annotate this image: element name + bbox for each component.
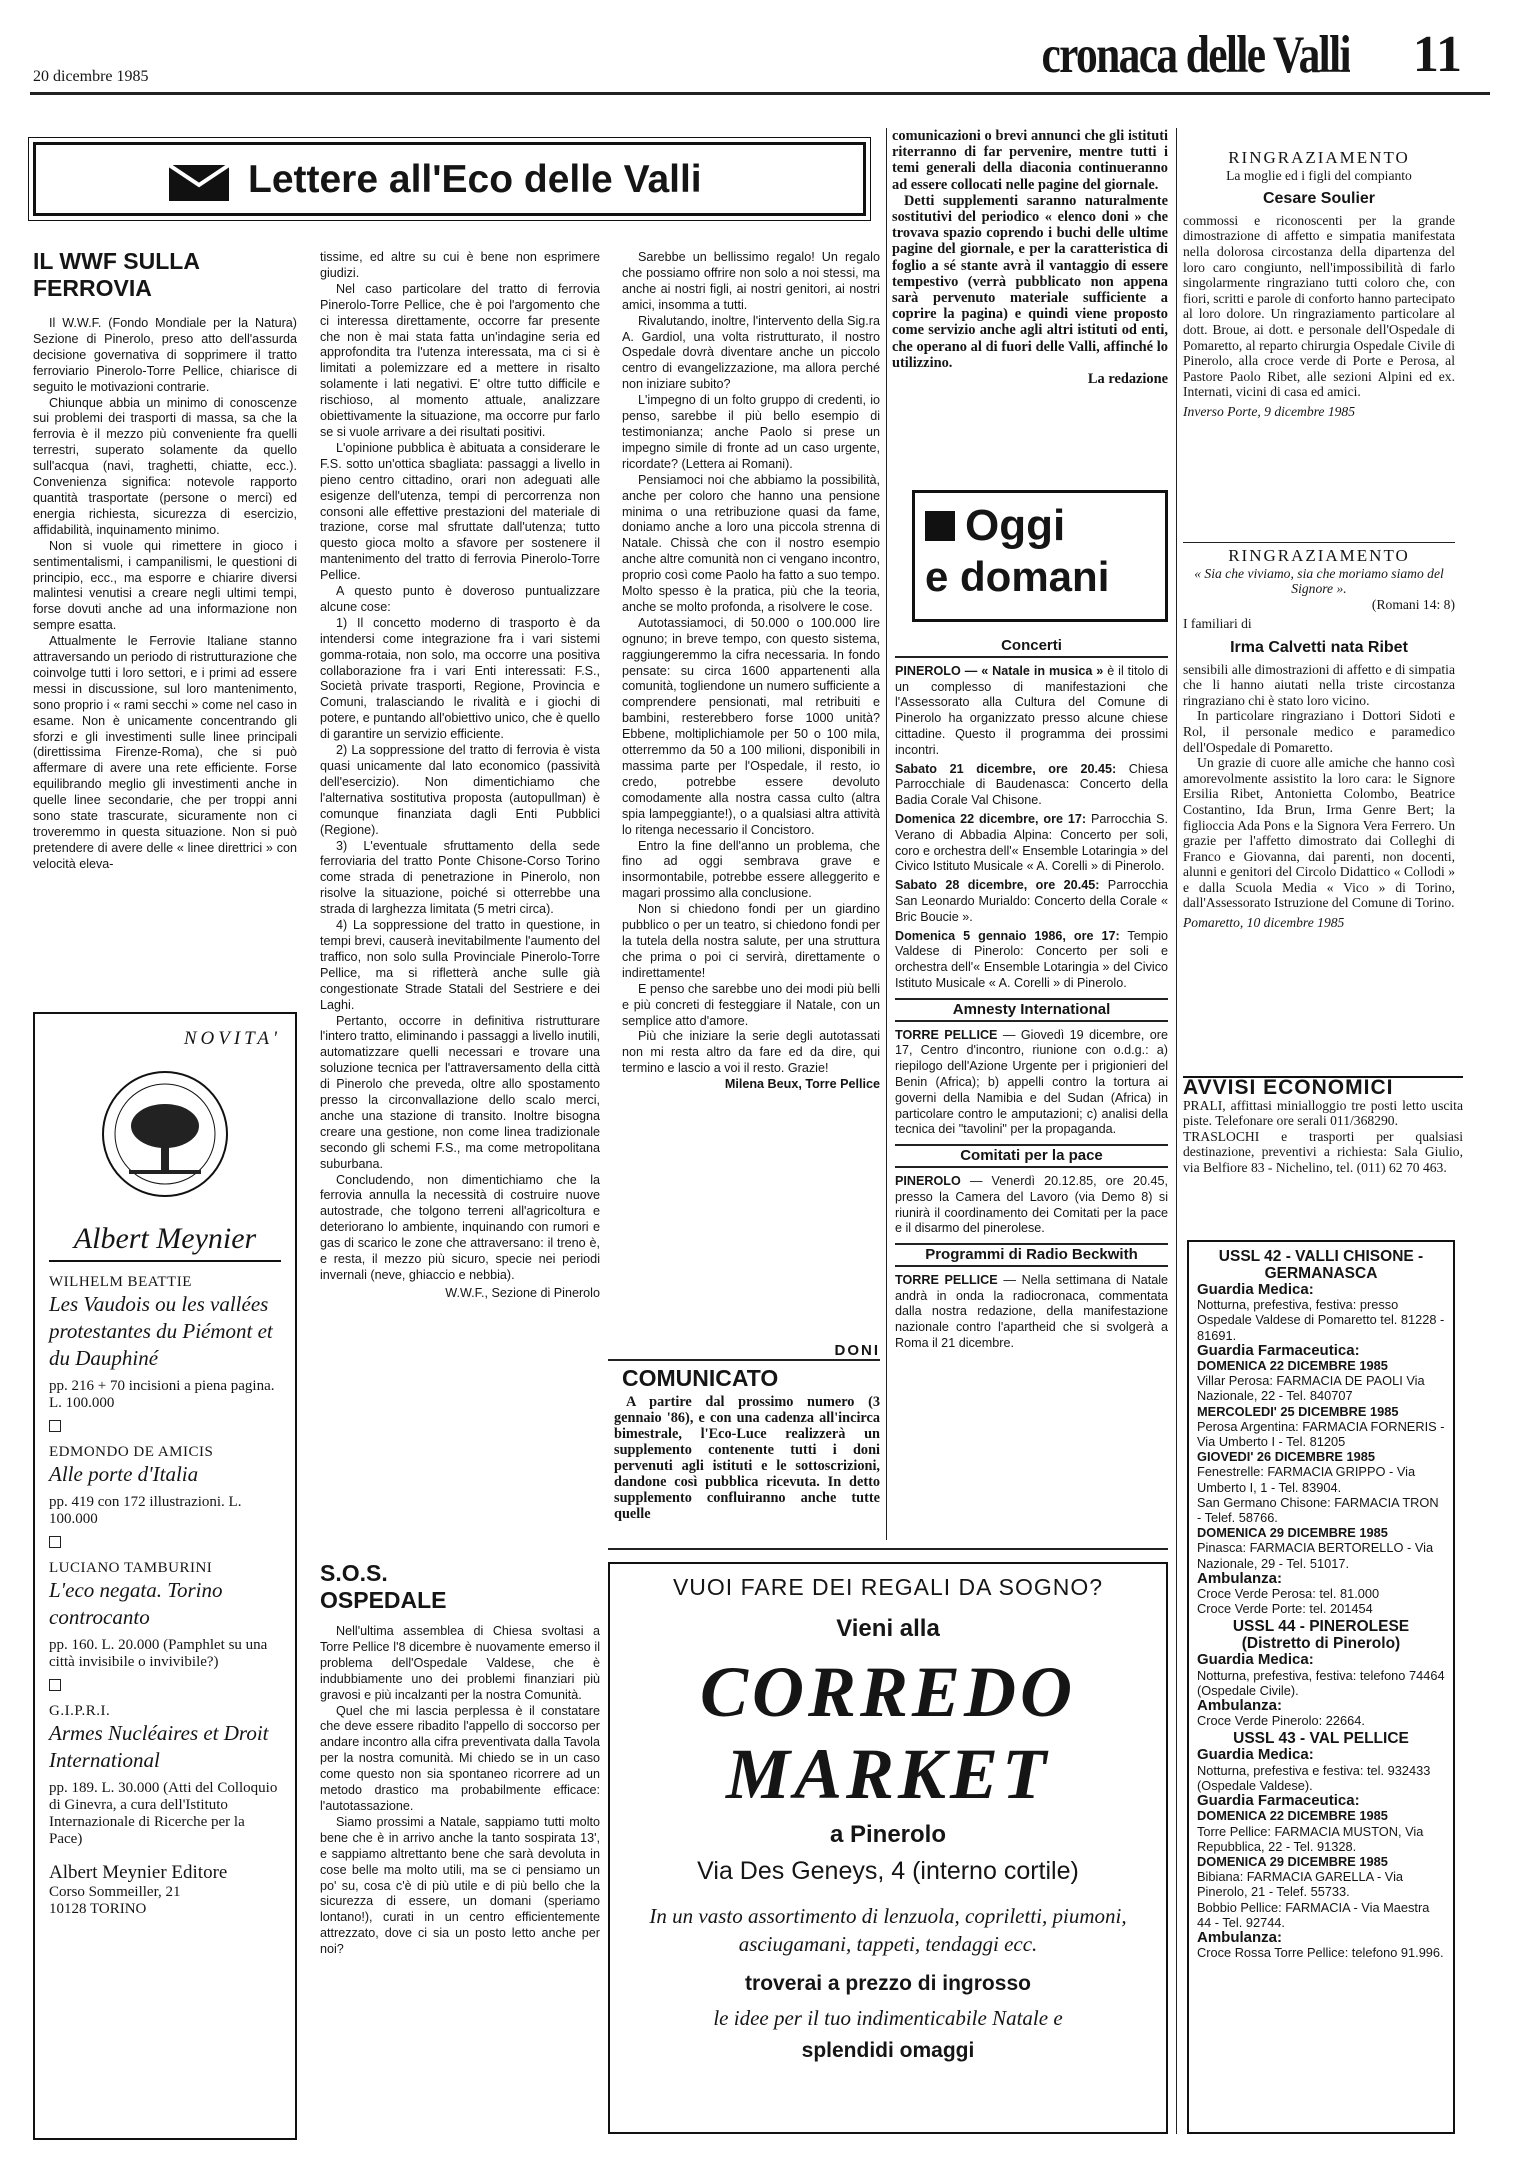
comunicato-title: COMUNICATO bbox=[622, 1365, 779, 1391]
wwf-p14: Concludendo, non dimentichiamo che la ferrovia annulla la necessità di costruire nuove autostrade, che tolgono terreni all'agricoltura e deteriorano lo ambiente, inquinando con rumori e gas di scarico le zone che attraversano: il treno è, e resta, il mezzo più sicuro, specie nei periodi invernali (neve, ghiaccio e nebbia). bbox=[320, 1172, 600, 1282]
pharmacy-date: MERCOLEDI' 25 DICEMBRE 1985 bbox=[1197, 1403, 1399, 1419]
section-concerti: Concerti bbox=[895, 636, 1168, 658]
avvisi-title: AVVISI ECONOMICI bbox=[1183, 1076, 1463, 1096]
ring1-intro: La moglie ed i figli del compianto bbox=[1226, 167, 1412, 183]
book-details: pp. 189. L. 30.000 (Atti del Colloquio di Ginevra, a cura dell'Istituto Internazionale di Ricerche per la Pace) bbox=[49, 1780, 278, 1847]
book-author: LUCIANO TAMBURINI bbox=[49, 1560, 213, 1576]
book-3 bbox=[49, 1560, 281, 1691]
ad-brand-2: MARKET bbox=[725, 1734, 1051, 1814]
order-checkbox bbox=[49, 1536, 61, 1548]
sos-p10: Non si chiedono fondi per un giardino pubblico o per un teatro, si chiedono fondi per la tutela della nostra salute, per una struttura che prima o poi ci servirà, direttamente o indirettamente! bbox=[622, 902, 880, 980]
ring1-text: commossi e riconoscenti per la grande dimostrazione di affetto e simpatia manifestata nella dolorosa circostanza della dipartenza del loro caro congiunto, nell'impossibilità di farlo singolarmente ringraziano tutti coloro che, con fiori, scritti e parole di conforto hanno partecipato al loro dolore. Un ringraziamento particolare al dott. Broue, ai dott. e personale dell'Ospedale di Pomaretto, al reparto chirurgia Ospedale Civile di Pinerolo, alla croce verde di Porte e Perosa, al Pastore Paolo Ribet, alle sezioni Alpini ed ex. Internati, vicini di casa ed amici. bbox=[1183, 212, 1455, 400]
guardia-farmaceutica-label: Guardia Farmaceutica: bbox=[1197, 1792, 1360, 1810]
guardia-farmaceutica-label: Guardia Farmaceutica: bbox=[1197, 1341, 1360, 1359]
sos-article-col1 bbox=[320, 1560, 600, 2140]
wwf-p2: Chiunque abbia un minimo di conoscenze sui problemi dei trasporti di massa, sa che la ferrovia è il mezzo più conveniente fra quelli terrestri, superato solamente da quello sull'acqua (navi, traghetti, chiatte, ecc.). Convenienza significa: notevole rapporto quantità trasportate (persone o merci) ed energia richiesta, sicurezza di esercizio, affidabilità, inquinamento minimo. bbox=[33, 395, 297, 537]
pharmacy-date: DOMENICA 22 DICEMBRE 1985 bbox=[1197, 1358, 1388, 1374]
book-author: WILHELM BEATTIE bbox=[49, 1274, 192, 1290]
ad-headline: VUOI FARE DEI REGALI DA SOGNO? bbox=[672, 1574, 1104, 1600]
avviso-prali: PRALI, affittasi minialloggio tre posti letto uscita piste. Telefonare ore serali 011/368290. bbox=[1183, 1097, 1463, 1129]
square-bullet-icon bbox=[925, 511, 955, 541]
publisher-signature-logo: Albert Meynier bbox=[49, 1222, 281, 1262]
ambulanza-info: Croce Rossa Torre Pellice: telefono 91.996. bbox=[1197, 1945, 1444, 1961]
wwf-p13: Pertanto, occorre in definitiva ristrutturare l'intero tratto, eliminando i passaggi a livello inutili, automatizzare quelli necessari e trovare una soluzione tecnica per l'attraversamento della città di Pinerolo che preveda, oltre allo spostamento presso la circonvallazione dello scalo merci, anche una stazione di transito. Inoltre bisogna creare una gestione, non come linea tradizionale secondo gli schemi F.S., ma come metropolitana suburbana. bbox=[320, 1013, 600, 1171]
ussl-services-box bbox=[1187, 1240, 1455, 2134]
column-rule bbox=[886, 128, 887, 1540]
book-title: Armes Nucléaires et Droit International bbox=[49, 1721, 269, 1772]
order-checkbox bbox=[49, 1679, 61, 1691]
sos-p12: Più che iniziare la serie degli autotassati non mi resta altro da fare ed da dire, qui termino e lascio a voi il resto. Grazie! bbox=[622, 1029, 880, 1076]
event-item: PINEROLO — Venerdì 20.12.85, ore 20.45, presso la Camera del Lavoro (via Demo 8) si riunirà il coordinamento dei Comitati per la pace e il disarmo del pinerolese. bbox=[895, 1173, 1168, 1236]
wwf-article-col2 bbox=[320, 250, 600, 1540]
book-list bbox=[49, 1274, 281, 1918]
avviso-traslochi: TRASLOCHI e trasporti per qualsiasi destinazione, preventivi a richiesta: Sala Giulio, via Belfiore 83 - Nichelino, tel. (011) 62 70 463. bbox=[1183, 1128, 1463, 1175]
sos-p9: Entro la fine dell'anno un problema, che fino ad oggi sembrava grave e insormontabile, potrebbe essere alleggerito e magari prossimo alla conclusione. bbox=[622, 838, 880, 901]
ring-divider bbox=[1183, 542, 1455, 543]
ring1-name: Cesare Soulier bbox=[1262, 190, 1376, 208]
envelope-icon bbox=[169, 165, 229, 201]
ad-brand-1: CORREDO bbox=[699, 1652, 1077, 1732]
ringraziamento-soulier bbox=[1183, 150, 1455, 540]
book-details: pp. 160. L. 20.000 (Pamphlet su una città invisibile o invivibile?) bbox=[49, 1637, 268, 1670]
pharmacy-info: Pinasca: FARMACIA BERTORELLO - Via Nazionale, 29 - Tel. 51017. bbox=[1197, 1540, 1434, 1571]
ring2-intro: I familiari di bbox=[1183, 616, 1252, 632]
comunicato-divider bbox=[608, 1548, 1168, 1550]
ad-price: troverai a prezzo di ingrosso bbox=[745, 1972, 1031, 1995]
wwf-title: IL WWF SULLA FERROVIA bbox=[33, 248, 200, 301]
pharmacy-info: Bobbio Pellice: FARMACIA - Via Maestra 44 - Tel. 92744. bbox=[1197, 1899, 1430, 1930]
pharmacy-info: Bibiana: FARMACIA GARELLA - Via Pinerolo, 21 - Telef. 55733. bbox=[1197, 1869, 1404, 1900]
ring2-text3: Un grazie di cuore alle amiche che hanno così amorevolmente assistito la loro cara: le Signore Ersilia Ribet, Antonietta Colombo, Beatrice Costantino, Ida Brun, Irma Genre Bert; la figlioccia Ada Pons e la Signora Vera Ferrero. Un grazie per l'affetto dimostrato dai Colleghi di Franco e Giovanna, dai parenti, non docenti, alunni e genitori del Circolo Didattico « Collodi » e dalla Scuola Media « Vico » di Torino, dall'Assessorato Istruzione del Comune di Torino. bbox=[1183, 755, 1455, 911]
ad-ideas: le idee per il tuo indimenticabile Natale e bbox=[713, 2006, 1063, 2030]
wwf-signature: W.W.F., Sezione di Pinerolo bbox=[445, 1285, 600, 1300]
sos-article-col2 bbox=[622, 250, 880, 1330]
pharmacy-date: DOMENICA 29 DICEMBRE 1985 bbox=[1197, 1525, 1388, 1541]
wwf-article-col1 bbox=[33, 248, 297, 1006]
sos-p8: Autotassiamoci, di 50.000 o 100.000 lire ognuno; in breve tempo, con questo sistema, raggiungeremmo la cifra necessaria. In fondo pensate: su circa 1600 appartenenti alla comunità, togliendone un numero sufficiente a comprendere pensionati, mal retribuiti e bambini, resterebbero forse 1000 unità? Ebbene, moltiplichiamole per 50 o 100 mila, otterremmo da 50 a 100 milioni, disponibili in massima parte per l'Ospedale, il resto, io credo, potrebbe essere devoluto comodamente alla nostra cassa culto (altra spia lampeggiante!), o a qualsiasi altra attività lo ritenga necessario il Concistoro. bbox=[622, 615, 880, 837]
ring2-text: sensibili alle dimostrazioni di affetto e di simpatia che li hanno aiutati nella triste circostanza ringraziano chi è stato loro vicino. bbox=[1183, 661, 1455, 708]
wwf-p10: 2) La soppressione del tratto di ferrovia è vista quasi unicamente dal lato economico (passività dell'esercizio). Non dimentichiamo che l'alternativa sostitutiva proposta (autopullman) è comunque finanziata dagli Enti Pubblici (Regione). bbox=[320, 743, 600, 837]
comunicato-p2: comunicazioni o brevi annunci che gli istituti riterranno di far pervenire, mentre tutti i temi generali della diaconia continueranno ad essere collocati nelle pagine del giornale. bbox=[892, 128, 1168, 193]
column-rule bbox=[1176, 128, 1177, 2134]
publisher-name: Albert Meynier Editore bbox=[49, 1862, 228, 1883]
event-item: TORRE PELLICE — Giovedì 19 dicembre, ore 17, Centro d'incontro, riunione con o.d.g.: a) riepilogo dell'Azione Urgente per i prigionieri del Benin (Africa); b) appelli contro la tortura ai governi della Namibia e del Sudan (Africa) in particolare contro le amputazioni; c) analisi della tecnica dei "tavolini" per la propaganda. bbox=[895, 1027, 1168, 1137]
issue-date: 20 dicembre 1985 bbox=[33, 68, 149, 85]
novita-ad bbox=[33, 1012, 297, 2140]
sos-p4: Sarebbe un bellissimo regalo! Un regalo che possiamo offrire non solo a noi stessi, ma anche ai nostri figli, ai nostri genitori, ai nostri amici, insomma a tutti. bbox=[622, 250, 880, 312]
book-author: G.I.P.R.I. bbox=[49, 1703, 111, 1719]
ring2-ref: (Romani 14: 8) bbox=[1371, 596, 1455, 612]
pharmacy-info: Fenestrelle: FARMACIA GRIPPO - Via Umberto I, 1 - Tel. 83904. bbox=[1197, 1464, 1416, 1495]
wwf-p4: Attualmente le Ferrovie Italiane stanno attraversando un periodo di ristrutturazione che coinvolge tutti i loro settori, e i primi ad essere messi in discussione, sul loro mantenimento, sono proprio i « rami secchi » come nel caso in esame. Non è unicamente concentrando gli sforzi e gli investimenti sulle linee principali (direttissima Firenze-Roma), che si può affermare di avere una rete efficiente. Forse equilibrando meglio gli investimenti anche in quelle linee secondarie, che per troppi anni sono state trascurate, sicuramente non ci troveremmo in questa situazione. Non si può pretendere di avere delle « linee direttrici » con velocità eleva- bbox=[33, 634, 297, 871]
event-item: TORRE PELLICE — Nella settimana di Natale andrà in onda la radiocronaca, commentata dalla nostra redazione, della manifestazione nazionale contro l'apartheid che si svolgerà a Roma il 21 dicembre. bbox=[895, 1272, 1168, 1351]
event-item: Sabato 28 dicembre, ore 20.45: Parrocchia San Leonardo Murialdo: Concerto della Corale « Bric Boucie ». bbox=[895, 878, 1168, 924]
ring1-place: Inverso Porte, 9 dicembre 1985 bbox=[1183, 403, 1356, 419]
banner-title: Lettere all'Eco delle Valli bbox=[248, 158, 702, 201]
sos-signature: Milena Beux, Torre Pellice bbox=[724, 1077, 880, 1092]
guardia-medica-info: Notturna, prefestiva e festiva: tel. 932433 (Ospedale Valdese). bbox=[1197, 1762, 1431, 1793]
wwf-p11: 3) L'eventuale sfruttamento della sede ferroviaria del tratto Ponte Chisone-Corso Torino come strada di penetrazione in Pinerolo, non risolve la situazione, poiché si otterrebbe una strada di larghezza limitata (5 metri circa). bbox=[320, 838, 600, 917]
comunicato-p1: A partire dal prossimo numero (3 gennaio '86), e con una cadenza all'incirca bimestrale, l'Eco-Luce realizzerà un supplemento contenente tutti i doni pervenuti agli istituti e le sottoscrizioni, dandone così pubblica ricevuta. In detto supplemento confluiranno anche tutte quelle bbox=[614, 1394, 880, 1522]
ambulanza-label: Ambulanza: bbox=[1197, 1697, 1283, 1715]
sos-p1: Nell'ultima assemblea di Chiesa svoltasi a Torre Pellice l'8 dicembre è nuovamente emerso il problema dell'Ospedale Valdese, che è indubbiamente uno dei problemi finanziari più gravosi e più incalzanti per la nostra Comunità. bbox=[320, 1624, 600, 1702]
sos-p7: Pensiamoci noi che abbiamo la possibilità, anche per coloro che hanno una pensione minima o una retribuzione quasi da fame, doniamo anche a loro una piccola strenna di Natale. Chissà che con il nostro esempio anche altre comunità non ci vengano incontro, proprio così come Paolo ha fatto a suo tempo. Molto spesso è la pratica, più che la teoria, anche se molto profonda, a risolvere le cose. bbox=[622, 472, 880, 614]
oggi-domani-box bbox=[912, 490, 1168, 622]
pharmacy-info: Torre Pellice: FARMACIA MUSTON, Via Repubblica, 22 - Tel. 91328. bbox=[1197, 1823, 1424, 1854]
comunicato-article bbox=[608, 1342, 880, 1542]
ring2-quote: « Sia che viviamo, sia che moriamo siamo del Signore ». bbox=[1194, 565, 1444, 597]
section-amnesty: Amnesty International bbox=[895, 998, 1168, 1022]
header-rule bbox=[30, 92, 1490, 95]
ussl44-header: USSL 44 - PINEROLESE (Distretto di Pinerolo) bbox=[1232, 1618, 1410, 1653]
comunicato-p3: Detti supplementi saranno naturalmente sostitutivi del periodico « elenco doni » che trovava spazio coprendo i buchi delle ultime pagine del giornale, e per la caratteristica di foglio a sé stante avrà il vantaggio di essere tempestivo (verrà pubblicato non appena sarà pervenuto materiale sufficiente a coprire la pagina) e quindi viene proposto come servizio anche agli altri istituti od enti, che operano al di fuori delle Valli, affinché lo utilizzino. bbox=[892, 192, 1168, 371]
ad-gifts: splendidi omaggi bbox=[801, 2039, 975, 2062]
book-title: L'eco negata. Torino controcanto bbox=[49, 1578, 223, 1629]
publisher-city: 10128 TORINO bbox=[49, 1901, 147, 1917]
ring2-title: RINGRAZIAMENTO bbox=[1228, 548, 1410, 565]
wwf-p7: L'opinione pubblica è abituata a considerare le F.S. sotto un'ottica sbagliata: passaggi a livello in pieno centro cittadino, orari non adeguati alle esigenze dell'utenza, tempi di percorrenza non consoni alle effettive prestazioni del materiale di trazione, corse mal sfruttate dall'utenza; tutto questo gioca molto a sfavore per sostenere il mantenimento del tratto di ferrovia Pinerolo-Torre Pellice. bbox=[320, 440, 600, 583]
sos-p5: Rivalutando, inoltre, l'intervento della Sig.ra A. Gardiol, una volta ristrutturato, il nostro Ospedale dovrà diventare anche un piccolo centro di evangelizzazione, ma allora perché non iniziare subito? bbox=[622, 313, 880, 392]
wwf-p5: tissime, ed altre su cui è bene non esprimere giudizi. bbox=[320, 250, 600, 280]
sos-p11: E penso che sarebbe uno dei modi più belli e più concreti di festeggiare il Natale, con un semplice atto d'amore. bbox=[622, 981, 880, 1028]
ring2-name: Irma Calvetti nata Ribet bbox=[1230, 638, 1408, 656]
section-comitati: Comitati per la pace bbox=[895, 1144, 1168, 1168]
event-item: Sabato 21 dicembre, ore 20.45: Chiesa Parrocchiale di Baudenasca: Concerto della Badia Corale Val Chisone. bbox=[895, 761, 1168, 808]
ambulanza-label: Ambulanza: bbox=[1197, 1569, 1283, 1587]
book-title: Alle porte d'Italia bbox=[49, 1462, 199, 1486]
ring2-place: Pomaretto, 10 dicembre 1985 bbox=[1183, 915, 1345, 931]
ambulanza-info: Croce Verde Pinerolo: 22664. bbox=[1197, 1713, 1365, 1729]
novita-label: NOVITA' bbox=[183, 1028, 281, 1049]
ad-invite: Vieni alla bbox=[836, 1615, 940, 1642]
wwf-p1: Il W.W.F. (Fondo Mondiale per la Natura) Sezione di Pinerolo, preso atto dell'assurda decisione governativa di sopprimere il tratto ferroviario Pinerolo-Torre Pellice, chiarisce di seguito le motivazioni contrarie. bbox=[33, 316, 297, 394]
events-list bbox=[895, 636, 1168, 1546]
ambulanza-info: Croce Verde Porte: tel. 201454 bbox=[1197, 1601, 1373, 1617]
page-number: 11 bbox=[1412, 26, 1462, 83]
wwf-p9: 1) Il concetto moderno di trasporto è da intendersi come integrazione fra i vari sistemi gomma-rotaia, non solo, ma occorre una positiva collaborazione fra i vari Enti interessati: F.S., Società private trasporti, Regione, Provincia e Comuni, tralasciando le rivalità e i giochi di potere, e puntando all'obiettivo unico, che è quello di garantire un servizio efficiente. bbox=[320, 615, 600, 742]
comunicato-signature: La redazione bbox=[1087, 371, 1168, 388]
pharmacy-info: San Germano Chisone: FARMACIA TRON - Telef. 58766. bbox=[1197, 1494, 1439, 1526]
avvisi-economici bbox=[1183, 1076, 1463, 1226]
section-radio-beckwith: Programmi di Radio Beckwith bbox=[895, 1243, 1168, 1267]
corredo-market-ad bbox=[608, 1562, 1168, 2134]
sos-p6: L'impegno di un folto gruppo di credenti, io penso, sarebbe il più bello esempio di testimonianza; anche Paolo si prese un impegno simile di fronte ad un caso urgente, ricordate? (Lettera ai Romani). bbox=[622, 393, 880, 471]
book-4 bbox=[49, 1703, 281, 1848]
pharmacy-date: DOMENICA 22 DICEMBRE 1985 bbox=[1197, 1808, 1388, 1824]
guardia-medica-label: Guardia Medica: bbox=[1197, 1281, 1314, 1298]
letters-banner bbox=[33, 142, 866, 216]
ring2-text2: In particolare ringraziano i Dottori Sidoti e Rol, il personale medico e paramedico dell'Ospedale di Pomaretto. bbox=[1183, 708, 1455, 755]
wwf-p6: Nel caso particolare del tratto di ferrovia Pinerolo-Torre Pellice, che è poi l'argomento che ci interessa direttamente, occorre far presente che non è mai stata fatta un'indagine seria ed approfondita tra l'utenza interessata, ma ci si è limitati a polemizzare ed a mettere in risalto solamente i lati negativi. E' oltre tutto difficile e rischioso, al momento attuale, analizzare obiettivamente la situazione, ma occorre pur farlo se si vuole arrivare a dei risultati positivi. bbox=[320, 281, 600, 439]
sos-title: S.O.S. OSPEDALE bbox=[320, 1560, 447, 1613]
book-title: Les Vaudois ou les vallées protestantes du Piémont et du Dauphiné bbox=[49, 1292, 273, 1370]
wwf-p8: A questo punto è doveroso puntualizzare alcune cose: bbox=[320, 584, 600, 614]
ad-city: a Pinerolo bbox=[829, 1821, 947, 1848]
publisher-address: Corso Sommeiller, 21 bbox=[49, 1884, 181, 1900]
book-details: pp. 419 con 172 illustrazioni. L. 100.000 bbox=[49, 1494, 242, 1527]
domani-title: e domani bbox=[925, 553, 1110, 600]
order-checkbox bbox=[49, 1420, 61, 1432]
book-1 bbox=[49, 1274, 281, 1432]
guardia-medica-label: Guardia Medica: bbox=[1197, 1651, 1314, 1669]
ussl42-header: USSL 42 - VALLI CHISONE - GERMANASCA bbox=[1218, 1248, 1424, 1282]
guardia-medica-info: Notturna, prefestiva, festiva: telefono 74464 (Ospedale Civile). bbox=[1197, 1667, 1445, 1698]
sos-p2: Quel che mi lascia perplessa è il constatare che deve essere ribadito l'appello di soccorso per andare incontro alla cifra preventivata dalla Tavola per la nostra comunità. Mi chiedo se in un caso come questo non sia spontaneo ricorrere ad un metodo drastico ma probabilmente efficace: l'autotassazione. bbox=[320, 1703, 600, 1813]
oggi-title: Oggi bbox=[965, 501, 1066, 550]
wwf-p3: Non si vuole qui rimettere in gioco i sentimentalismi, i campanilismi, le questioni di principio, ecc., ma esporre e chiarire diversi malintesi venutisi a creare negli ultimi tempi, forse dovuti anche ad una informazione non sempre esatta. bbox=[33, 538, 297, 633]
book-2 bbox=[49, 1444, 281, 1548]
pharmacy-info: Villar Perosa: FARMACIA DE PAOLI Via Nazionale, 22 - Tel. 840707 bbox=[1197, 1373, 1425, 1404]
guardia-medica-label: Guardia Medica: bbox=[1197, 1746, 1314, 1764]
comunicato-continuation bbox=[892, 128, 1168, 510]
guardia-medica-info: Notturna, prefestiva, festiva: presso Ospedale Valdese di Pomaretto tel. 81228 - 81691. bbox=[1197, 1297, 1445, 1343]
wwf-p12: 4) La soppressione del tratto in questione, in tempi brevi, causerà inevitabilmente l'aumento del traffico, non solo sulla Provinciale Pinerolo-Torre Pellice, ma si rifletterà anche sulle già congestionate Strade Statali del Sestriere e dei Laghi. bbox=[320, 918, 600, 1012]
ring1-title: RINGRAZIAMENTO bbox=[1228, 150, 1410, 167]
event-item: Domenica 5 gennaio 1986, ore 17: Tempio Valdese di Pinerolo: Concerto per soli e orchestra dell'« Ensemble Lotaringia » del Civico Istituto Musicale « A. Corelli » di Pinerolo. bbox=[895, 928, 1168, 990]
publisher-tree-logo bbox=[99, 1068, 231, 1200]
pharmacy-info: Perosa Argentina: FARMACIA FORNERIS - Via Umberto I - Tel. 81205 bbox=[1197, 1418, 1445, 1450]
ad-assortment: In un vasto assortimento di lenzuola, copriletti, piumoni, asciugamani, tappeti, tendaggi ecc. bbox=[649, 1904, 1127, 1956]
book-author: EDMONDO DE AMICIS bbox=[49, 1444, 214, 1460]
ambulanza-label: Ambulanza: bbox=[1197, 1928, 1283, 1946]
ambulanza-info: Croce Verde Perosa: tel. 81.000 bbox=[1197, 1586, 1380, 1602]
ad-address: Via Des Geneys, 4 (interno cortile) bbox=[697, 1857, 1079, 1885]
sos-p3: Siamo prossimi a Natale, sappiamo tutti molto bene che è in arrivo anche la tanto sospirata 13', e sappiamo altrettanto bene che sarà devoluta in cose belle ma molto utili, ma se ci pensiamo un po' su, cosa c'è di più utile e di più bello che la sicurezza di essere, un domani (speriamo lontano!), curati in un centro efficientemente attrezzato, dove ci sia un posto letto anche per noi? bbox=[320, 1814, 600, 1957]
book-details: pp. 216 + 70 incisioni a piena pagina. L. 100.000 bbox=[49, 1378, 275, 1411]
pharmacy-date: GIOVEDI' 26 DICEMBRE 1985 bbox=[1197, 1449, 1375, 1465]
ussl43-header: USSL 43 - VAL PELLICE bbox=[1233, 1730, 1409, 1748]
event-item: Domenica 22 dicembre, ore 17: Parrocchia S. Verano di Abbadia Alpina: Concerto per soli, coro e orchestra dell'« Ensemble Lotaringia » del Civico Istituto Musicale « A. Corelli » di Pinerolo. bbox=[895, 811, 1168, 874]
masthead: cronaca delle Valli bbox=[1041, 26, 1350, 84]
event-item: PINEROLO — « Natale in musica » è il titolo di un complesso di manifestazioni che l'Assessorato alla Cultura del Comune di Pinerolo ha organizzato presso alcune chiese cittadine. Questo il programma dei prossimi incontri. bbox=[895, 663, 1168, 757]
doni-label: DONI bbox=[608, 1342, 880, 1361]
pharmacy-date: DOMENICA 29 DICEMBRE 1985 bbox=[1197, 1853, 1388, 1869]
